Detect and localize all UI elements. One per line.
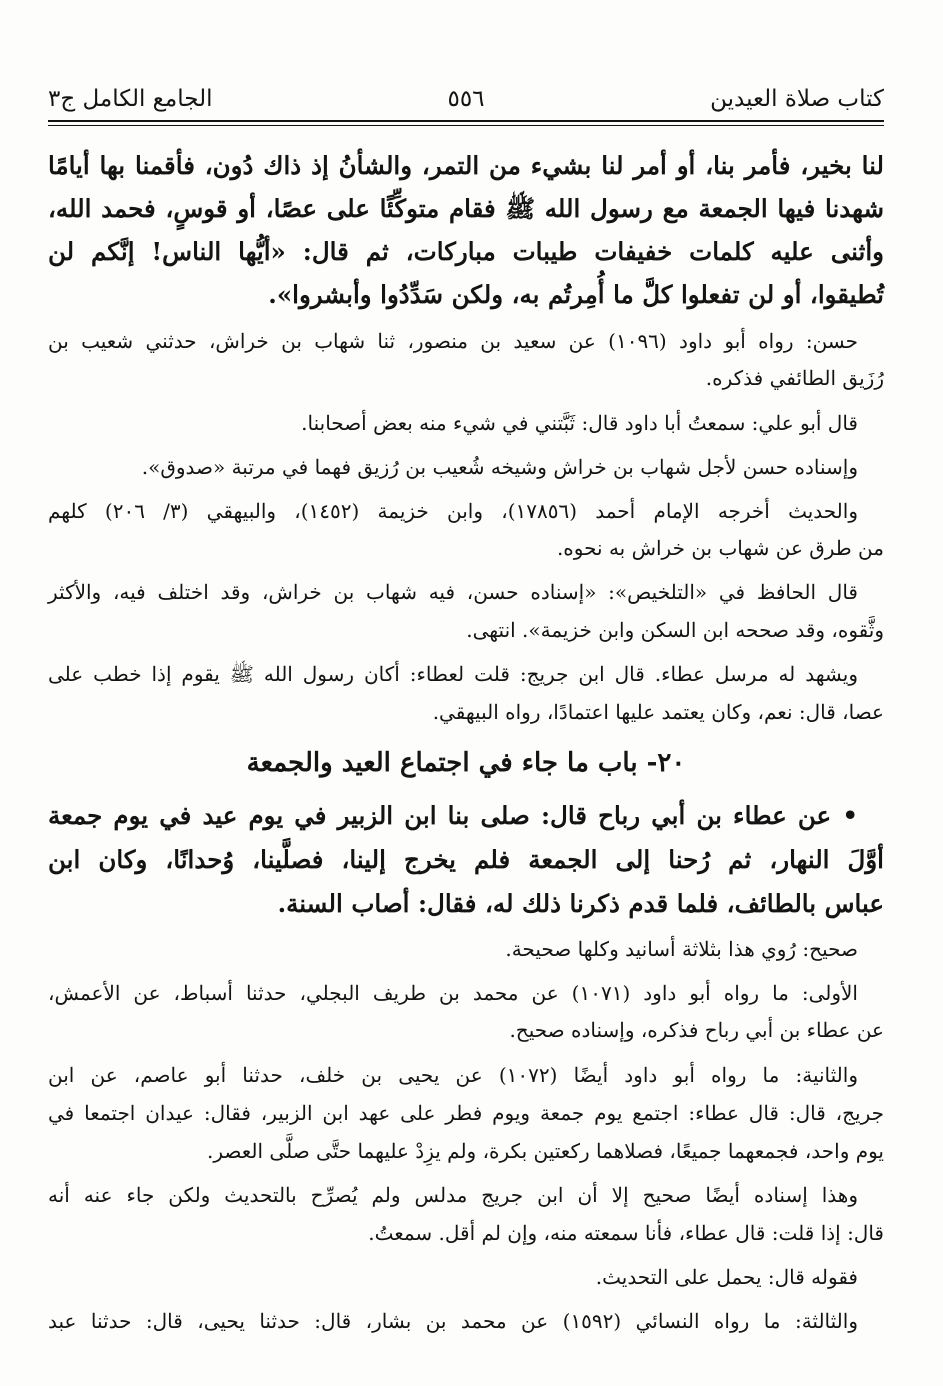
commentary-line: قال: إذا قلت: قال عطاء، فأنا سمعته منه، وإن لم أقل. سمعتُ. — [368, 1221, 884, 1245]
hadith-text-line: شهدنا فيها الجمعة مع رسول الله ﷺ فقام متوكِّئًا على عصًا، أو قوسٍ، فحمد الله، — [48, 194, 884, 223]
commentary-line: الأولى: ما رواه أبو داود (١٠٧١) عن محمد بن طريف البجلي، حدثنا أسباط، عن الأعمش، — [48, 981, 858, 1005]
page-number: ٥٥٦ — [447, 86, 485, 112]
commentary-line: والثالثة: ما رواه النسائي (١٥٩٢) عن محمد بن بشار، قال: حدثنا يحيى، قال: حدثنا عبد — [48, 1309, 858, 1333]
commentary-line: يوم واحد، فجمعهما جميعًا، فصلاهما ركعتين بكرة، ولم يزِدْ عليهما حتَّى صلَّى العصر. — [207, 1139, 884, 1163]
commentary-line: والثانية: ما رواه أبو داود أيضًا (١٠٧٢) عن يحيى بن خلف، حدثنا أبو عاصم، عن ابن — [48, 1063, 858, 1087]
commentary-line: جريج، قال: قال عطاء: اجتمع يوم جمعة ويوم فطر على عهد ابن الزبير، فقال: عيدان اجتمعا في — [48, 1101, 884, 1125]
hadith-text-line: تُطيقوا، أو لن تفعلوا كلَّ ما أُمِرتُم به، ولكن سَدِّدُوا وأبشروا». — [268, 280, 884, 309]
commentary-line: رُزَيق الطائفي فذكره. — [705, 366, 884, 390]
commentary-line: وثَّقوه، وقد صححه ابن السكن وابن خزيمة». انتهى. — [466, 618, 884, 642]
commentary-line: وهذا إسناده أيضًا صحيح إلا أن ابن جريج مدلس ولم يُصرِّح بالتحديث ولكن جاء عنه أنه — [48, 1183, 858, 1207]
book-title: الجامع الكامل ج٣ — [48, 86, 213, 112]
commentary-line: من طرق عن شهاب بن خراش به نحوه. — [556, 536, 884, 560]
hadith-text-line: لنا بخير، فأمر بنا، أو أمر لنا بشيء من التمر، والشأنُ إذ ذاك دُون، فأقمنا بها أيامًا — [48, 151, 884, 180]
commentary-line: حسن: رواه أبو داود (١٠٩٦) عن سعيد بن منصور، ثنا شهاب بن خراش، حدثني شعيب بن — [48, 329, 859, 353]
commentary-line: قال أبو علي: سمعتُ أبا داود قال: ثَبَّتني في شيء منه بعض أصحابنا. — [301, 411, 858, 435]
hadith-text-line: أوَّلَ النهار، ثم رُحنا إلى الجمعة فلم يخرج إلينا، فصلَّينا، وُحدانًا، وكان ابن — [48, 845, 884, 874]
book-page — [48, 0, 884, 1386]
commentary-line: عصا، قال: نعم، وكان يعتمد عليها اعتمادًا، رواه البيهقي. — [432, 700, 884, 724]
commentary-line: عن عطاء بن أبي رباح فذكره، وإسناده صحيح. — [509, 1018, 884, 1042]
section-heading: ٢٠- باب ما جاء في اجتماع العيد والجمعة — [246, 748, 686, 778]
commentary-line: فقوله قال: يحمل على التحديث. — [595, 1265, 858, 1289]
chapter-title: كتاب صلاة العيدين — [710, 86, 884, 112]
running-header — [48, 84, 884, 118]
header-rule — [48, 120, 884, 122]
hadith-text-line: عباس بالطائف، فلما قدم ذكرنا ذلك له، فقال: أصاب السنة. — [277, 889, 884, 918]
commentary-line: صحيح: رُوي هذا بثلاثة أسانيد وكلها صحيحة. — [505, 937, 858, 961]
commentary-line: وإسناده حسن لأجل شهاب بن خراش وشيخه شُعيب بن رُزيق فهما في مرتبة «صدوق». — [141, 455, 858, 479]
hadith-text-line: • عن عطاء بن أبي رباح قال: صلى بنا ابن الزبير في يوم عيد في يوم جمعة — [48, 801, 858, 830]
header-rule-thin — [48, 125, 884, 126]
commentary-line: والحديث أخرجه الإمام أحمد (١٧٨٥٦)، وابن خزيمة (١٤٥٢)، والبيهقي (٣/ ٢٠٦) كلهم — [48, 499, 858, 523]
commentary-line: ويشهد له مرسل عطاء. قال ابن جريج: قلت لعطاء: أكان رسول الله ﷺ يقوم إذا خطب على — [48, 662, 858, 686]
hadith-text-line: وأثنى عليه كلمات خفيفات طيبات مباركات، ثم قال: «أيُّها الناس! إنَّكم لن — [48, 237, 884, 266]
commentary-line: قال الحافظ في «التلخيص»: «إسناده حسن، فيه شهاب بن خراش، وقد اختلف فيه، والأكثر — [48, 580, 858, 604]
